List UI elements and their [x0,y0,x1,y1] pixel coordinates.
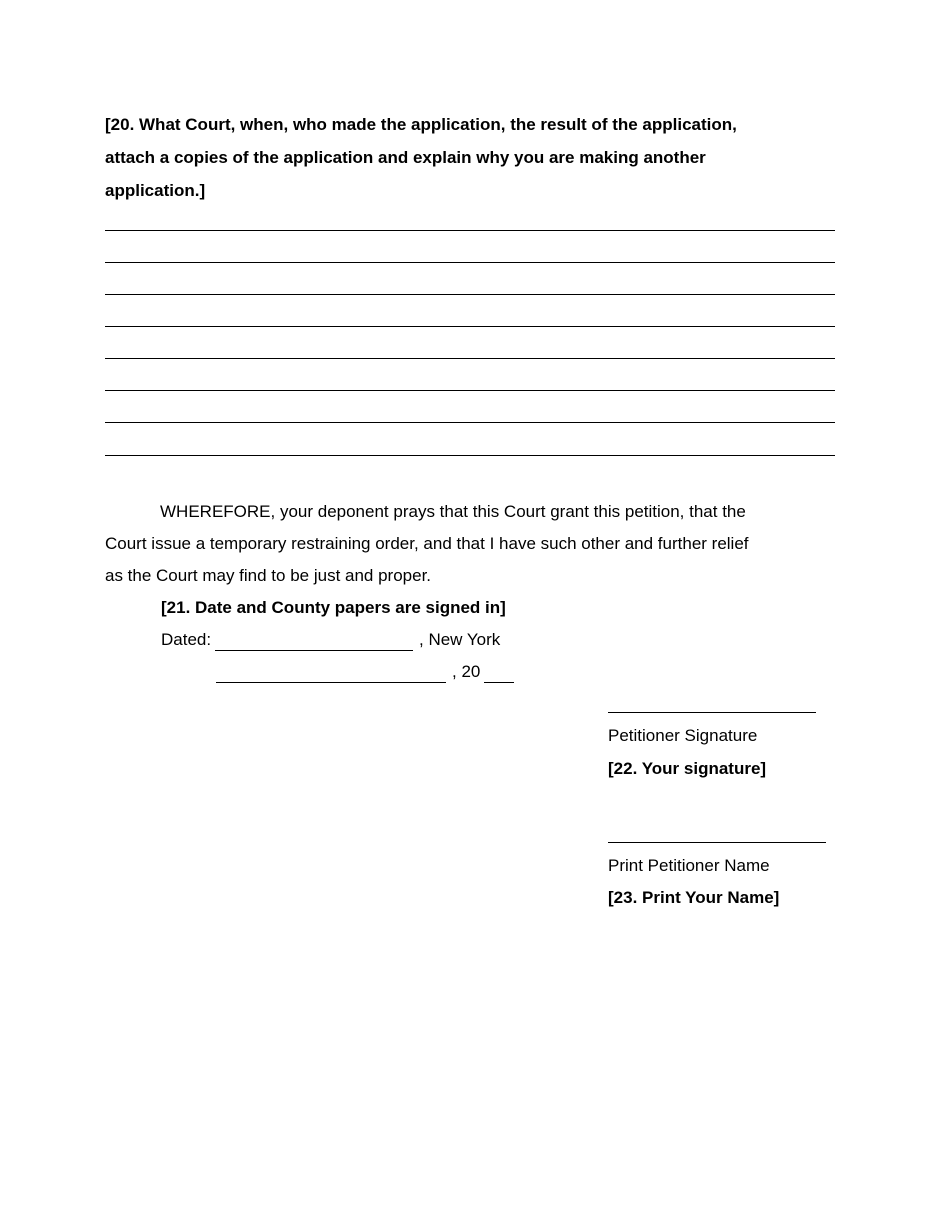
wherefore-paragraph [105,496,835,592]
answer-line[interactable] [105,358,835,359]
signature-instruction: [22. Your signature] [608,759,767,778]
signature-label: Petitioner Signature [608,726,758,745]
print-name-label: Print Petitioner Name [608,856,770,875]
answer-line[interactable] [105,390,835,391]
section-20-heading [105,108,825,207]
print-name-line[interactable] [608,842,826,843]
answer-line[interactable] [105,294,835,295]
date-field[interactable] [215,650,413,651]
section-21-label: [21. Date and County papers are signed in] [161,598,506,617]
wherefore-line-1: WHEREFORE, your deponent prays that this Court grant this petition, that the [160,502,746,521]
answer-line[interactable] [105,422,835,423]
answer-line[interactable] [105,230,835,231]
year-label: , 20 [452,662,481,681]
wherefore-line-2: Court issue a temporary restraining order, and that I have such other and further relief [105,534,749,553]
county-suffix: , New York [419,630,501,649]
heading-line-2: attach a copies of the application and explain why you are making another [105,148,706,167]
answer-line[interactable] [105,455,835,456]
year-field[interactable] [484,682,514,683]
answer-line[interactable] [105,326,835,327]
answer-line[interactable] [105,262,835,263]
county-field[interactable] [216,682,446,683]
signature-line[interactable] [608,712,816,713]
dated-label: Dated: [161,630,212,649]
heading-line-1: [20. What Court, when, who made the application, the result of the application, [105,115,737,134]
heading-line-3: application.] [105,181,206,200]
wherefore-line-3: as the Court may find to be just and proper. [105,566,432,585]
print-name-instruction: [23. Print Your Name] [608,888,780,907]
